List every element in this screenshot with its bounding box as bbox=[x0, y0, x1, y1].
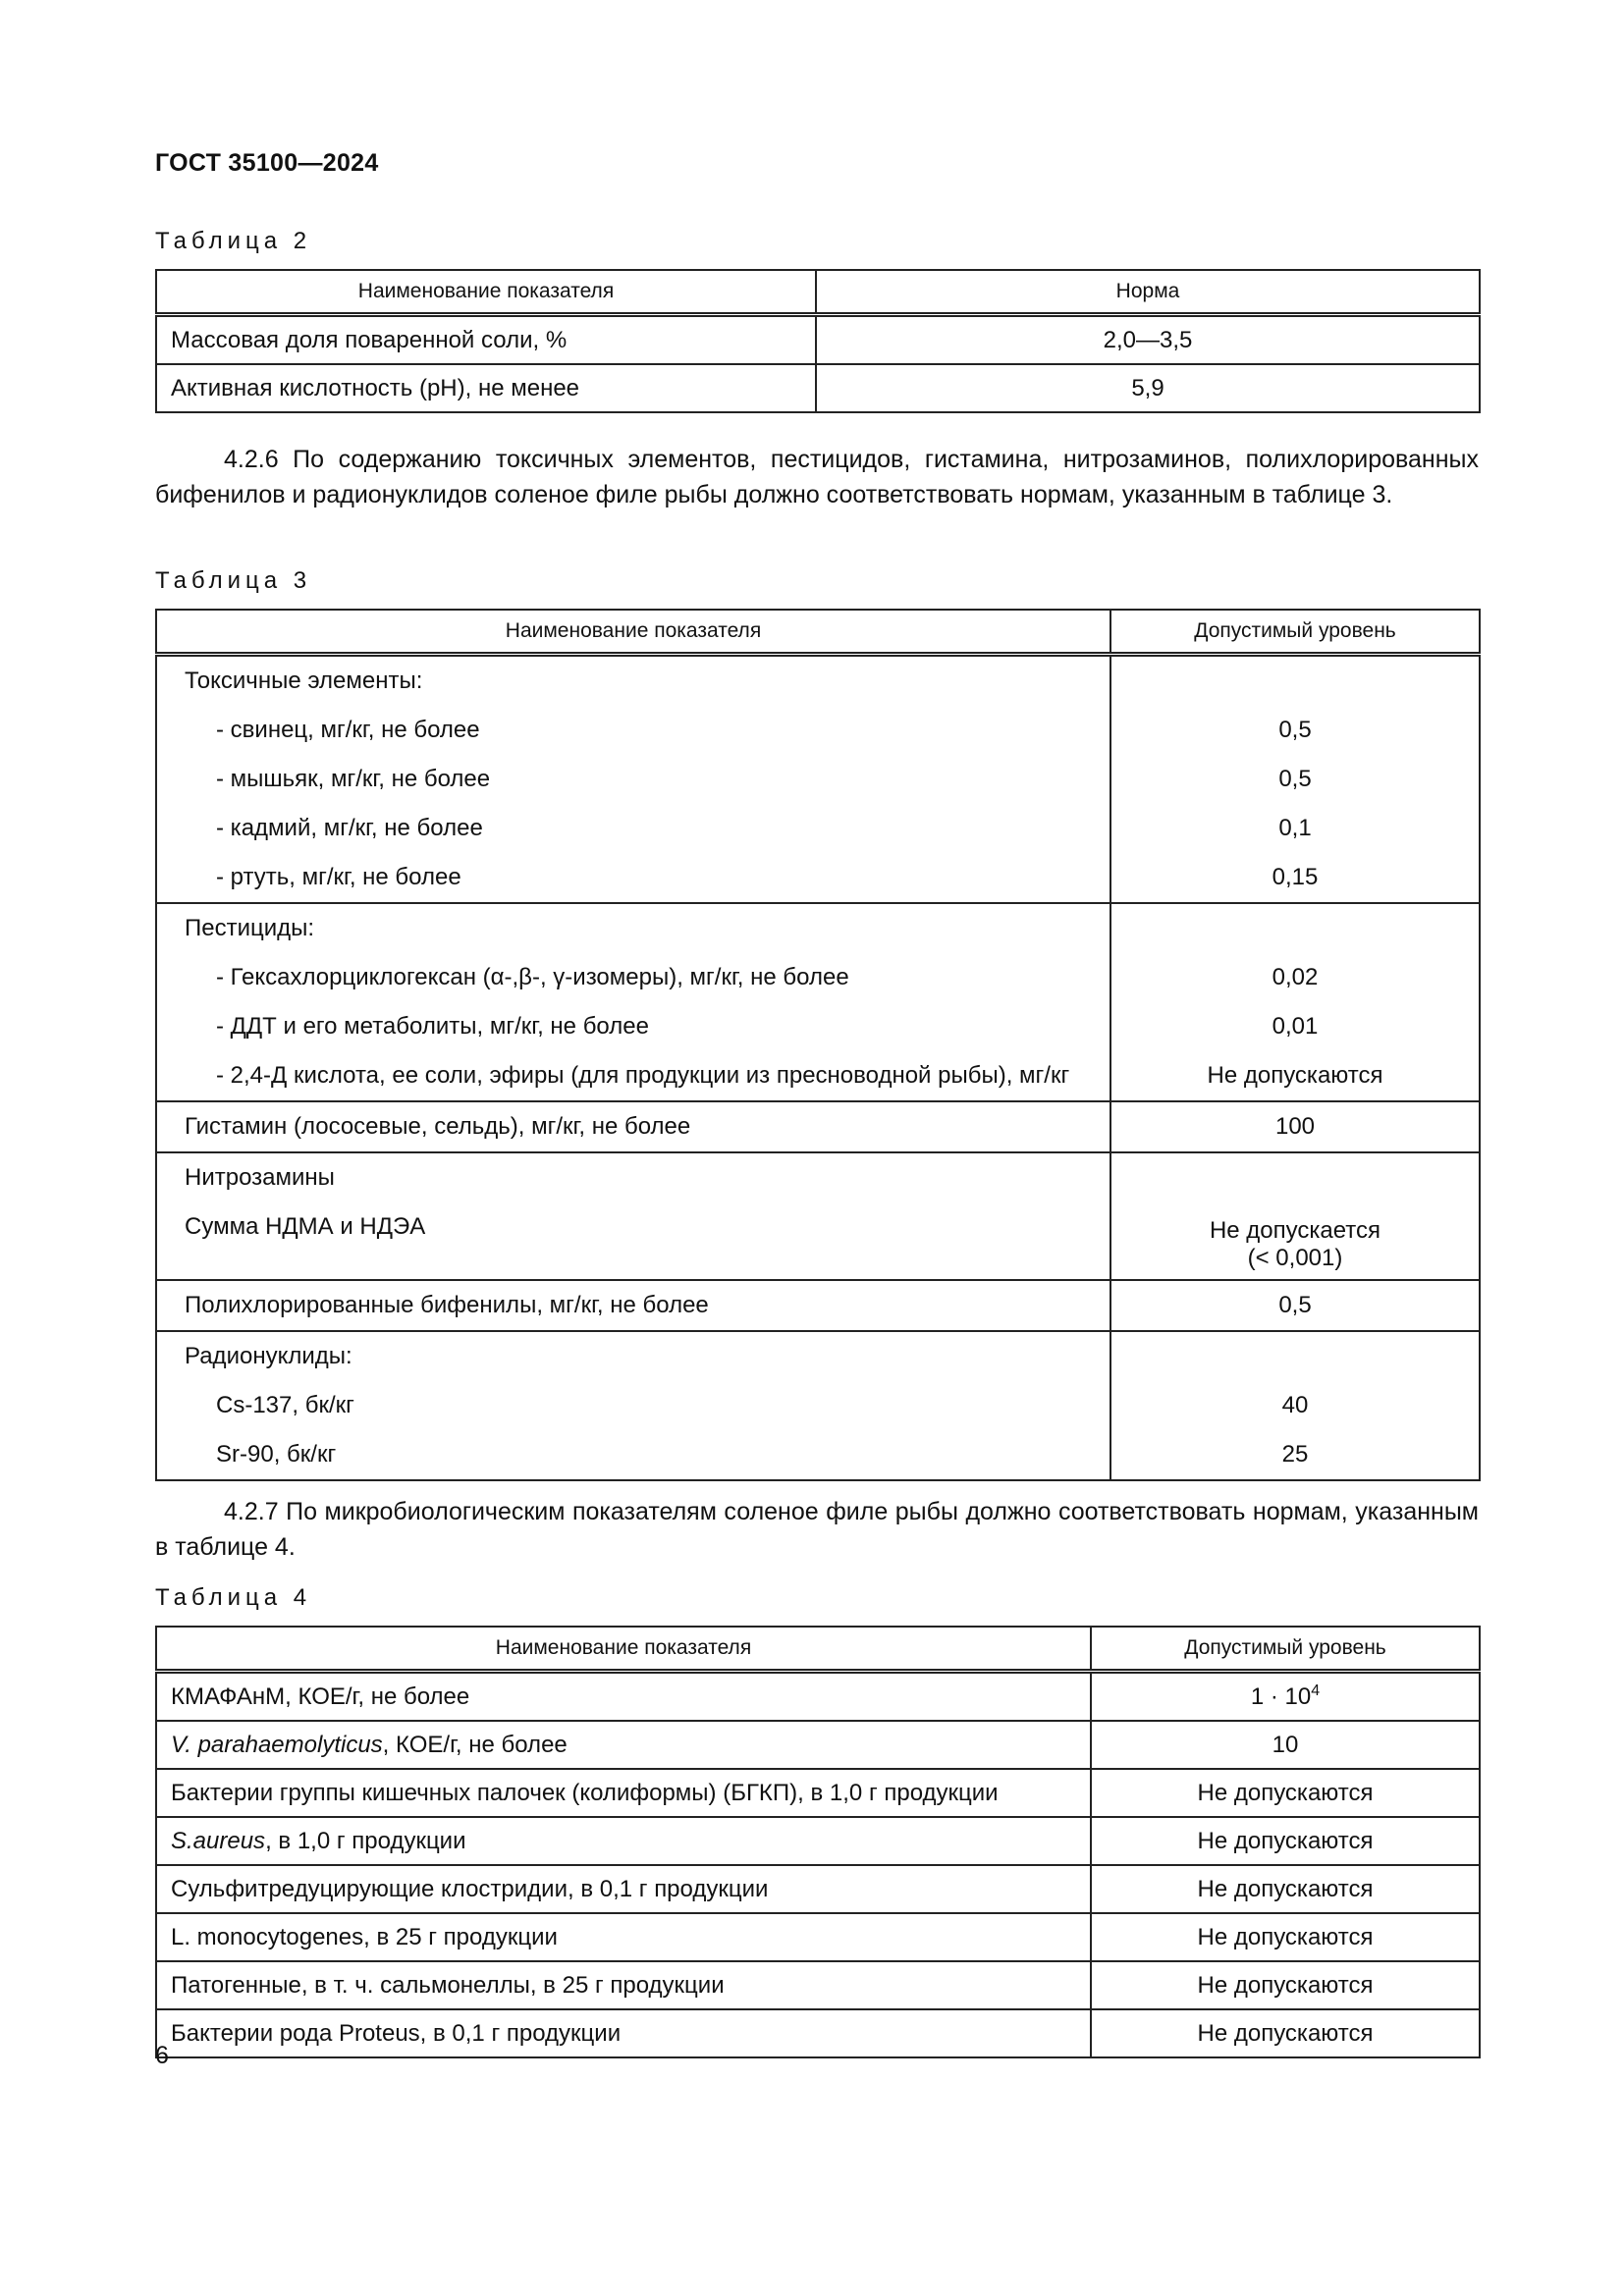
table-cell: Не допускаются bbox=[1091, 1817, 1480, 1865]
table4-caption: Таблица 4 bbox=[155, 1584, 312, 1611]
group-title: Пестициды: bbox=[185, 915, 315, 941]
paragraph-text: 4.2.6 По содержанию токсичных элементов, пестицидов, гистамина, нитрозаминов, полихлорированных бифенилов и радионуклидов соленое филе рыбы должно соответствовать нормам, указанным в таблице 3. bbox=[155, 446, 1479, 508]
item-label: Гистамин (лососевые, сельдь), мг/кг, не более bbox=[185, 1113, 691, 1140]
table-row bbox=[156, 1913, 1480, 1961]
group-title: Токсичные элементы: bbox=[185, 667, 423, 694]
label-rest: , в 1,0 г продукции bbox=[265, 1827, 466, 1854]
document-code: ГОСТ 35100—2024 bbox=[155, 149, 379, 177]
table-row bbox=[156, 1672, 1480, 1722]
table-row bbox=[156, 315, 1480, 365]
item-value: 100 bbox=[1274, 1113, 1316, 1140]
table3-header-name: Наименование показателя bbox=[156, 610, 1110, 655]
item-value: 0,1 bbox=[1278, 815, 1312, 841]
item-value: 0,15 bbox=[1272, 864, 1319, 890]
table-cell: Сульфитредуцирующие клостридии, в 0,1 г продукции bbox=[156, 1865, 1091, 1913]
item-label: - ДДТ и его метаболиты, мг/кг, не более bbox=[216, 1013, 649, 1040]
species-name: S.aureus bbox=[171, 1827, 266, 1854]
table3-caption: Таблица 3 bbox=[155, 567, 312, 594]
table4-header-name: Наименование показателя bbox=[156, 1627, 1091, 1672]
table-cell: Массовая доля поваренной соли, % bbox=[156, 315, 816, 365]
table-cell bbox=[156, 1817, 1091, 1865]
table-cell: Бактерии рода Proteus, в 0,1 г продукции bbox=[156, 2009, 1091, 2057]
table-row bbox=[156, 1769, 1480, 1817]
table2-caption: Таблица 2 bbox=[155, 228, 312, 254]
table-cell: L. monocytogenes, в 25 г продукции bbox=[156, 1913, 1091, 1961]
value-exponent: 4 bbox=[1311, 1682, 1321, 1699]
table-cell: Не допускаются bbox=[1091, 1769, 1480, 1817]
table-row-toxic bbox=[156, 655, 1480, 904]
item-value: 25 bbox=[1281, 1441, 1309, 1468]
table-row bbox=[156, 1817, 1480, 1865]
table-cell bbox=[156, 1721, 1091, 1769]
value-line: Не допускается bbox=[1209, 1217, 1381, 1244]
table-cell: Бактерии группы кишечных палочек (колиформы) (БГКП), в 1,0 г продукции bbox=[156, 1769, 1091, 1817]
item-value: 0,02 bbox=[1272, 964, 1319, 990]
table-cell: 5,9 bbox=[816, 364, 1480, 412]
item-value: 0,5 bbox=[1278, 717, 1312, 743]
page-number: 6 bbox=[155, 2042, 169, 2069]
item-label: - мышьяк, мг/кг, не более bbox=[216, 766, 491, 792]
item-label: Полихлорированные бифенилы, мг/кг, не более bbox=[185, 1292, 709, 1318]
paragraph-text: 4.2.7 По микробиологическим показателям соленое филе рыбы должно соответствовать нормам, указанным в таблице 4. bbox=[155, 1498, 1479, 1561]
table-row-pesticides bbox=[156, 903, 1480, 1101]
item-label: - кадмий, мг/кг, не более bbox=[216, 815, 483, 841]
table2-header-name: Наименование показателя bbox=[156, 270, 816, 315]
item-label: - 2,4-Д кислота, ее соли, эфиры (для продукции из пресноводной рыбы), мг/кг bbox=[216, 1062, 1070, 1089]
table-row bbox=[156, 1961, 1480, 2009]
item-label: - ртуть, мг/кг, не более bbox=[216, 864, 461, 890]
value-base: 1 · 10 bbox=[1250, 1683, 1312, 1710]
item-label: - свинец, мг/кг, не более bbox=[216, 717, 480, 743]
label-rest: , КОЕ/г, не более bbox=[382, 1731, 568, 1758]
table2-header-norm: Норма bbox=[816, 270, 1480, 315]
table3 bbox=[155, 609, 1481, 1481]
item-value bbox=[1125, 1209, 1465, 1272]
item-value: 0,5 bbox=[1278, 1292, 1312, 1318]
table-cell: Активная кислотность (pH), не менее bbox=[156, 364, 816, 412]
table-row bbox=[156, 1721, 1480, 1769]
table-row-pcb bbox=[156, 1280, 1480, 1331]
item-label: - Гексахлорциклогексан (α-,β-, γ-изомеры), мг/кг, не более bbox=[216, 964, 849, 990]
table-cell: Не допускаются bbox=[1091, 2009, 1480, 2057]
table-row bbox=[156, 2009, 1480, 2057]
paragraph-4-2-7 bbox=[155, 1494, 1479, 1565]
group-title: Нитрозамины bbox=[185, 1164, 335, 1191]
item-label: Sr-90, бк/кг bbox=[216, 1441, 337, 1468]
species-name: V. parahaemolyticus bbox=[171, 1731, 383, 1758]
table-cell: Не допускаются bbox=[1091, 1865, 1480, 1913]
table-row bbox=[156, 1865, 1480, 1913]
table2 bbox=[155, 269, 1481, 413]
table-row-histamine bbox=[156, 1101, 1480, 1152]
item-value: Не допускаются bbox=[1207, 1062, 1383, 1089]
item-label: Сумма НДМА и НДЭА bbox=[185, 1213, 426, 1240]
table-cell: Не допускаются bbox=[1091, 1913, 1480, 1961]
value-line: (< 0,001) bbox=[1247, 1245, 1343, 1271]
table-row-radionuclides bbox=[156, 1331, 1480, 1480]
table-cell: Патогенные, в т. ч. сальмонеллы, в 25 г продукции bbox=[156, 1961, 1091, 2009]
group-title: Радионуклиды: bbox=[185, 1343, 352, 1369]
table-cell bbox=[1091, 1672, 1480, 1722]
table-cell: 2,0—3,5 bbox=[816, 315, 1480, 365]
item-value: 0,01 bbox=[1272, 1013, 1319, 1040]
table-cell: КМАФАнМ, КОЕ/г, не более bbox=[156, 1672, 1091, 1722]
table4 bbox=[155, 1626, 1481, 2058]
table-cell: 10 bbox=[1091, 1721, 1480, 1769]
table3-header-level: Допустимый уровень bbox=[1110, 610, 1480, 655]
item-label: Cs-137, бк/кг bbox=[216, 1392, 354, 1418]
paragraph-4-2-6 bbox=[155, 442, 1479, 512]
table4-header-level: Допустимый уровень bbox=[1091, 1627, 1480, 1672]
item-value: 0,5 bbox=[1278, 766, 1312, 792]
table-row bbox=[156, 364, 1480, 412]
table-row-nitrosamines bbox=[156, 1152, 1480, 1280]
item-value: 40 bbox=[1281, 1392, 1309, 1418]
table-cell: Не допускаются bbox=[1091, 1961, 1480, 2009]
